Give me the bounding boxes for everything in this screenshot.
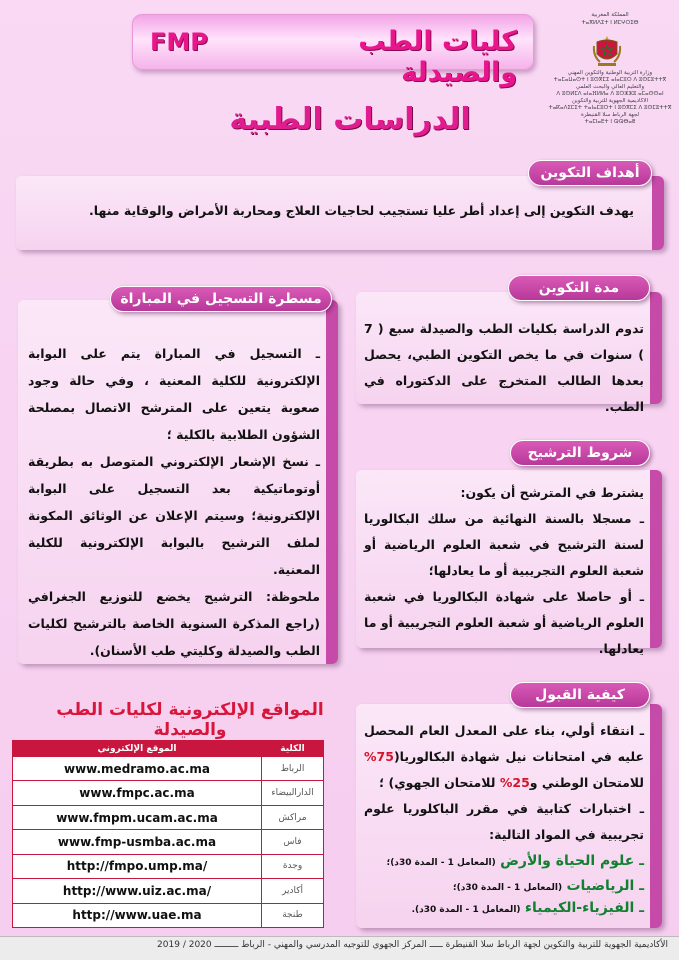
- goals-text: يهدف التكوين إلى إعداد أطر عليا تستجيب لحاجيات العلاج ومحاربة الأمراض والوقاية منها.: [89, 203, 634, 218]
- fmp-abbreviation: FMP: [150, 28, 208, 56]
- subject-detail: (المعامل 1 - المدة 30د).: [411, 905, 521, 915]
- conditions-paragraph: ـ مسجلا بالسنة النهائية من سلك البكالوريا لسنة الترشيح في شعبة العلوم الرياضية أو شعبة العلوم التجريبية أو ما يعادلها؛: [364, 511, 644, 578]
- logo-line: ⵜⴰⴽⴰⴷⵉⵎⵉⵜ ⵜⴰⵏⴰⵎⵓⵔⵜ ⵏ ⵓⵙⴳⵎⵉ ⴷ ⵓⵙⵎⵓⵜⵜⴳ: [548, 105, 672, 111]
- admission-paragraph: [364, 718, 644, 796]
- conditions-paragraph: يشترط في المترشح أن يكون:: [460, 485, 644, 500]
- faculty-city: أكادير: [262, 879, 324, 903]
- table-row: [13, 879, 324, 903]
- faculty-city: طنجة: [262, 903, 324, 927]
- admission-text: [364, 718, 644, 920]
- logo-line: الأكاديمية الجهوية للتربية والتكوين: [571, 98, 649, 104]
- subject-detail: (المعامل 1 - المدة 30د)؛: [386, 858, 496, 868]
- websites-table: [12, 740, 324, 928]
- regional-exam-percentage: 25%: [499, 775, 530, 790]
- registration-note: ملحوظة: الترشيح يخضع للتوزيع الجغرافي (راجع المذكرة السنوية الخاصة بالترشيح لكليات الطب والصيدلة وكليتي طب الأسنان).: [28, 589, 320, 658]
- subject-item: [364, 876, 644, 898]
- website-link[interactable]: http://www.uiz.ac.ma/: [13, 879, 262, 903]
- registration-text: [28, 340, 320, 664]
- logo-line: لجهة الرباط سلا القنيطرة: [580, 112, 640, 118]
- website-link[interactable]: http://www.uae.ma: [13, 903, 262, 927]
- logo-line: ⵜⴰⴳⵍⴷⵉⵜ ⵏ ⵍⵎⵖⵔⵉⴱ: [581, 20, 639, 26]
- page-subtitle: الدراسات الطبية: [229, 102, 471, 137]
- card-accent-strip: [650, 704, 662, 928]
- website-link[interactable]: www.medramo.ac.ma: [13, 757, 262, 781]
- card-accent-strip: [326, 300, 338, 664]
- registration-paragraph: ـ التسجيل في المباراة يتم على البوابة الإلكترونية للكلية المعنية ، وفي حالة وجود صعوبة يتعين على المترشح الاتصال بمصلحة الشؤون الطلابية بالكلية ؛: [28, 346, 320, 442]
- website-link[interactable]: http://fmpo.ump.ma/: [13, 854, 262, 878]
- admission-paragraph: ـ اختبارات كتابية في مقرر الباكلوريا علوم تجريبية في المواد التالية:: [364, 801, 644, 842]
- faculty-city: الدارالبيضاء: [262, 781, 324, 805]
- registration-paragraph: ـ نسخ الإشعار الإلكتروني المتوصل به بطريقة أوتوماتيكية بعد التسجيل على البوابة الإلكترونية؛ وسيتم الإعلان عن الوثائق المكونة لملف الترشيح بالبوابة الإلكترونية للكلية المعنية.: [28, 454, 320, 577]
- column-header-faculty: الكلية: [262, 741, 324, 757]
- card-accent-strip: [650, 292, 662, 404]
- conditions-paragraph: ـ أو حاصلا على شهادة البكالوريا في شعبة العلوم الرياضية أو شعبة العلوم التجريبية أو ما يعادلها.: [364, 589, 644, 656]
- website-link[interactable]: www.fmpc.ac.ma: [13, 781, 262, 805]
- goals-heading: أهداف التكوين: [528, 160, 652, 186]
- logo-line: والتعليم العالي والبحث العلمي: [575, 84, 645, 90]
- website-link[interactable]: www.fmpm.ucam.ac.ma: [13, 805, 262, 829]
- subject-name: ـ الفيزياء-الكيمياء: [524, 900, 644, 916]
- admission-text-mid: للامتحان الوطني و: [529, 775, 644, 790]
- subject-name: ـ الرياضيات: [566, 878, 644, 894]
- subject-item: [364, 848, 644, 876]
- website-link[interactable]: www.fmp-usmba.ac.ma: [13, 830, 262, 854]
- table-row: [13, 781, 324, 805]
- logo-line: ⵜⴰⵎⵏⴰⴹⵜ ⵏ ⵕⵕⴱⴰⵟ: [584, 119, 636, 125]
- subject-name: ـ علوم الحياة والأرض: [500, 853, 644, 869]
- subject-item: [364, 898, 644, 920]
- admission-text-start: ـ انتقاء أولي، بناء على المعدل العام المحصل عليه في امتحانات نيل شهادة البكالوريا(: [364, 723, 644, 764]
- faculty-city: فاس: [262, 830, 324, 854]
- conditions-heading: شروط الترشيح: [510, 440, 650, 466]
- admission-text-end: للامتحان الجهوي) ؛: [379, 775, 500, 790]
- table-row: [13, 757, 324, 781]
- card-accent-strip: [652, 176, 664, 250]
- registration-heading: مسطرة التسجيل في المباراة: [110, 286, 332, 312]
- logo-line: المملكة المغربية: [591, 12, 629, 18]
- table-row: [13, 830, 324, 854]
- ministry-logo: [548, 12, 672, 125]
- logo-line: ⵜⴰⵎⴰⵡⴰⵙⵜ ⵏ ⵓⵙⴳⵎⵉ ⴰⵏⴰⵎⵓⵔ ⴷ ⵓⵙⵎⵓⵜⵜⴳ: [553, 77, 667, 83]
- table-row: [13, 854, 324, 878]
- faculty-city: وجدة: [262, 854, 324, 878]
- faculty-city: الرباط: [262, 757, 324, 781]
- moroccan-emblem-icon: [592, 34, 622, 68]
- duration-heading: مدة التكوين: [508, 275, 650, 301]
- admission-heading: كيفية القبول: [510, 682, 650, 708]
- logo-line: ⴷ ⵓⵙⵍⵎⴷ ⴰⵏⴰⴼⵍⵍⴰ ⴷ ⵓⵔⵣⵣⵓ ⴰⵎⴰⵙⵙⴰⵏ: [556, 91, 664, 97]
- card-accent-strip: [650, 470, 662, 648]
- column-header-website: الموقع الإلكتروني: [13, 741, 262, 757]
- table-header-row: [13, 741, 324, 757]
- conditions-text: [364, 480, 644, 662]
- faculty-city: مراكش: [262, 805, 324, 829]
- websites-title: المواقع الإلكترونية لكليات الطب والصيدلة: [56, 700, 324, 740]
- logo-line: وزارة التربية الوطنية والتكوين المهني: [567, 70, 653, 76]
- subject-detail: (المعامل 1 - المدة 30د)؛: [453, 883, 563, 893]
- national-exam-percentage: 75%: [364, 749, 394, 764]
- page-title: كليات الطب والصيدلة: [358, 26, 517, 88]
- footer-text: الأكاديمية الجهوية للتربية والتكوين لجهة الرباط سلا القنيطرة ـــــ المركز الجهوي للتوجيه المدرسي والمهني - الرباط ـــــــــ 2020 / 2019: [157, 940, 668, 950]
- duration-text: تدوم الدراسة بكليات الطب والصيدلة سبع ( 7 ) سنوات في ما يخص التكوين الطبي، يحصل بعدها الطالب المتخرج على الدكتوراه في الطب.: [364, 321, 644, 414]
- table-row: [13, 903, 324, 927]
- table-row: [13, 805, 324, 829]
